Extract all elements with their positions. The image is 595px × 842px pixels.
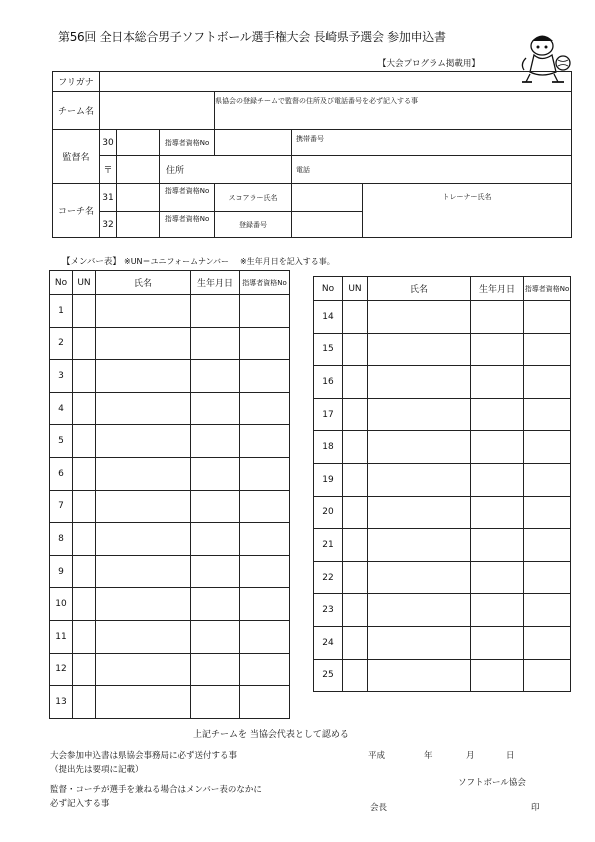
member-birth-field[interactable] <box>471 594 524 627</box>
member-name-field[interactable] <box>368 301 471 334</box>
member-license-field[interactable] <box>524 431 571 464</box>
member-no: 14 <box>314 301 343 334</box>
member-no: 11 <box>50 620 73 653</box>
member-name-field[interactable] <box>368 431 471 464</box>
coach2-name-field[interactable] <box>117 212 160 238</box>
chair-label: 会長 <box>370 803 388 813</box>
member-row <box>314 659 571 692</box>
member-un-field[interactable] <box>73 295 96 328</box>
member-no: 7 <box>50 490 73 523</box>
member-row <box>50 457 290 490</box>
member-name-field[interactable] <box>368 398 471 431</box>
member-birth-field[interactable] <box>191 620 240 653</box>
member-un-field[interactable] <box>73 457 96 490</box>
member-un-field[interactable] <box>343 431 368 464</box>
date-day: 日 <box>506 751 515 761</box>
team-name-field[interactable] <box>100 92 215 130</box>
member-no: 17 <box>314 398 343 431</box>
member-row <box>50 327 290 360</box>
member-no: 10 <box>50 588 73 621</box>
member-birth-field[interactable] <box>191 555 240 588</box>
scorer-name-field[interactable] <box>292 184 363 212</box>
member-no: 9 <box>50 555 73 588</box>
member-no: 21 <box>314 529 343 562</box>
col-license: 指導者資格No <box>240 271 290 295</box>
team-info-table <box>52 71 572 238</box>
note-coach-player-2: 必ず記入する事 <box>50 799 110 809</box>
member-un-field[interactable] <box>73 327 96 360</box>
member-name-field[interactable] <box>368 594 471 627</box>
member-name-field[interactable] <box>368 333 471 366</box>
member-no: 8 <box>50 523 73 556</box>
member-no: 16 <box>314 366 343 399</box>
member-license-field[interactable] <box>240 360 290 393</box>
scorer-badge-field[interactable] <box>292 212 363 238</box>
member-un-field[interactable] <box>73 620 96 653</box>
un-note: ※UN＝ユニフォームナンバー <box>124 257 230 266</box>
member-birth-field[interactable] <box>471 333 524 366</box>
member-birth-field[interactable] <box>471 398 524 431</box>
manager-license-field[interactable] <box>215 130 292 156</box>
col-no: No <box>314 277 343 301</box>
manager-name-field[interactable] <box>117 130 160 156</box>
coach1-license-label: 指導者資格No <box>160 184 215 212</box>
member-row <box>314 561 571 594</box>
col-license: 指導者資格No <box>524 277 571 301</box>
member-license-field[interactable] <box>240 490 290 523</box>
member-no: 15 <box>314 333 343 366</box>
member-name-field[interactable] <box>96 653 191 686</box>
coach1-name-field[interactable] <box>117 184 160 212</box>
member-license-field[interactable] <box>524 333 571 366</box>
member-row <box>50 392 290 425</box>
member-un-field[interactable] <box>343 398 368 431</box>
member-table-left <box>49 270 290 719</box>
member-no: 4 <box>50 392 73 425</box>
note-coach-player: 監督・コーチが選手を兼ねる場合はメンバー表のなかに <box>50 785 262 795</box>
birth-note: ※生年月日を記入する事。 <box>240 257 335 266</box>
member-name-field[interactable] <box>96 392 191 425</box>
member-un-field[interactable] <box>73 490 96 523</box>
col-no: No <box>50 271 73 295</box>
member-name-field[interactable] <box>96 588 191 621</box>
member-license-field[interactable] <box>240 327 290 360</box>
member-birth-field[interactable] <box>191 425 240 458</box>
member-no: 18 <box>314 431 343 464</box>
member-birth-field[interactable] <box>191 392 240 425</box>
member-license-field[interactable] <box>240 457 290 490</box>
member-license-field[interactable] <box>240 392 290 425</box>
manager-license-label: 指導者資格No <box>160 130 215 156</box>
member-row <box>314 398 571 431</box>
member-un-field[interactable] <box>343 463 368 496</box>
member-row <box>50 295 290 328</box>
member-license-field[interactable] <box>524 463 571 496</box>
member-license-field[interactable] <box>240 295 290 328</box>
member-un-field[interactable] <box>343 626 368 659</box>
member-no: 13 <box>50 686 73 719</box>
member-no: 3 <box>50 360 73 393</box>
member-birth-field[interactable] <box>191 588 240 621</box>
furigana-field[interactable] <box>100 72 572 92</box>
member-name-field[interactable] <box>96 295 191 328</box>
member-name-field[interactable] <box>96 360 191 393</box>
member-un-field[interactable] <box>343 496 368 529</box>
postal-code-field[interactable] <box>117 156 160 184</box>
member-row <box>314 366 571 399</box>
member-row <box>314 594 571 627</box>
mobile-label: 携帯番号 <box>292 130 572 156</box>
note-submit: 大会参加申込書は県協会事務局に必ず送付する事 <box>50 751 238 761</box>
member-name-field[interactable] <box>96 620 191 653</box>
member-un-field[interactable] <box>343 366 368 399</box>
member-no: 20 <box>314 496 343 529</box>
member-name-field[interactable] <box>96 523 191 556</box>
member-license-field[interactable] <box>524 398 571 431</box>
date-year: 年 <box>424 751 433 761</box>
member-row <box>50 686 290 719</box>
member-license-field[interactable] <box>524 561 571 594</box>
member-name-field[interactable] <box>368 529 471 562</box>
member-un-field[interactable] <box>73 686 96 719</box>
member-no: 1 <box>50 295 73 328</box>
association-name: ソフトボール協会 <box>458 778 526 788</box>
note-submit-dest: （提出先は要項に記載） <box>50 765 144 775</box>
member-un-field[interactable] <box>73 360 96 393</box>
confirm-text: 上記チームを 当協会代表として認める <box>193 730 349 740</box>
member-name-field[interactable] <box>368 659 471 692</box>
member-no: 6 <box>50 457 73 490</box>
member-un-field[interactable] <box>73 425 96 458</box>
member-un-field[interactable] <box>73 523 96 556</box>
form-title: 第56回 全日本総合男子ソフトボール選手権大会 長崎県予選会 参加申込書 <box>58 30 446 44</box>
member-name-field[interactable] <box>96 686 191 719</box>
member-birth-field[interactable] <box>471 431 524 464</box>
member-no: 2 <box>50 327 73 360</box>
col-un: UN <box>73 271 96 295</box>
member-row <box>50 490 290 523</box>
furigana-label: フリガナ <box>53 72 100 92</box>
member-no: 23 <box>314 594 343 627</box>
member-no: 25 <box>314 659 343 692</box>
member-section-label: 【メンバー表】 <box>62 257 121 267</box>
member-license-field[interactable] <box>240 523 290 556</box>
member-birth-field[interactable] <box>191 490 240 523</box>
member-un-field[interactable] <box>343 333 368 366</box>
member-birth-field[interactable] <box>471 463 524 496</box>
col-birth: 生年月日 <box>471 277 524 301</box>
member-un-field[interactable] <box>343 659 368 692</box>
member-row <box>50 653 290 686</box>
member-row <box>314 626 571 659</box>
seal-mark: 印 <box>531 803 540 813</box>
member-row <box>50 425 290 458</box>
member-license-field[interactable] <box>524 594 571 627</box>
member-un-field[interactable] <box>73 588 96 621</box>
manager-no: 30 <box>100 130 117 156</box>
member-un-field[interactable] <box>343 529 368 562</box>
coach2-no: 32 <box>100 212 117 238</box>
coach1-no: 31 <box>100 184 117 212</box>
address-label: 住所 <box>166 166 185 176</box>
member-birth-field[interactable] <box>191 686 240 719</box>
member-row <box>314 431 571 464</box>
member-no: 19 <box>314 463 343 496</box>
member-no: 24 <box>314 626 343 659</box>
member-row <box>50 360 290 393</box>
member-row <box>314 463 571 496</box>
member-license-field[interactable] <box>524 496 571 529</box>
member-license-field[interactable] <box>240 686 290 719</box>
member-name-field[interactable] <box>96 425 191 458</box>
phone-label: 電話 <box>292 156 572 184</box>
scorer-badge-label: 登録番号 <box>215 212 292 238</box>
member-name-field[interactable] <box>96 490 191 523</box>
member-row <box>50 588 290 621</box>
member-no: 22 <box>314 561 343 594</box>
member-un-field[interactable] <box>343 561 368 594</box>
member-no: 12 <box>50 653 73 686</box>
member-name-field[interactable] <box>368 366 471 399</box>
col-un: UN <box>343 277 368 301</box>
member-name-field[interactable] <box>368 626 471 659</box>
member-row <box>314 301 571 334</box>
member-row <box>50 555 290 588</box>
member-license-field[interactable] <box>240 653 290 686</box>
member-license-field[interactable] <box>524 301 571 334</box>
member-license-field[interactable] <box>240 620 290 653</box>
member-birth-field[interactable] <box>191 457 240 490</box>
member-license-field[interactable] <box>524 626 571 659</box>
member-birth-field[interactable] <box>471 529 524 562</box>
date-month: 月 <box>466 751 475 761</box>
member-un-field[interactable] <box>73 392 96 425</box>
team-note: 県協会の登録チームで監督の住所及び電話番号を必ず記入する事 <box>215 92 572 130</box>
member-row <box>314 496 571 529</box>
member-license-field[interactable] <box>240 425 290 458</box>
member-un-field[interactable] <box>343 301 368 334</box>
member-birth-field[interactable] <box>471 496 524 529</box>
member-name-field[interactable] <box>368 496 471 529</box>
member-name-field[interactable] <box>368 561 471 594</box>
member-birth-field[interactable] <box>191 523 240 556</box>
member-license-field[interactable] <box>524 529 571 562</box>
team-name-label: チーム名 <box>53 92 100 130</box>
date-era: 平成 <box>368 751 386 761</box>
member-un-field[interactable] <box>73 653 96 686</box>
manager-label: 監督名 <box>53 130 100 184</box>
member-name-field[interactable] <box>96 457 191 490</box>
member-table-right <box>313 276 571 692</box>
member-row <box>50 523 290 556</box>
member-license-field[interactable] <box>524 659 571 692</box>
coach2-license-label: 指導者資格No <box>160 212 215 238</box>
member-un-field[interactable] <box>73 555 96 588</box>
member-row <box>50 620 290 653</box>
member-row <box>314 333 571 366</box>
col-birth: 生年月日 <box>191 271 240 295</box>
member-license-field[interactable] <box>524 366 571 399</box>
coach-label: コーチ名 <box>53 184 100 238</box>
address-field[interactable] <box>160 156 292 184</box>
member-birth-field[interactable] <box>471 366 524 399</box>
col-name: 氏名 <box>368 277 471 301</box>
member-un-field[interactable] <box>343 594 368 627</box>
member-birth-field[interactable] <box>191 653 240 686</box>
member-birth-field[interactable] <box>191 295 240 328</box>
member-name-field[interactable] <box>96 555 191 588</box>
member-no: 5 <box>50 425 73 458</box>
member-row <box>314 529 571 562</box>
member-name-field[interactable] <box>96 327 191 360</box>
postal-mark: 〒 <box>100 156 117 184</box>
member-birth-field[interactable] <box>191 360 240 393</box>
col-name: 氏名 <box>96 271 191 295</box>
member-name-field[interactable] <box>368 463 471 496</box>
member-license-field[interactable] <box>240 588 290 621</box>
member-birth-field[interactable] <box>471 659 524 692</box>
member-license-field[interactable] <box>240 555 290 588</box>
scorer-label: スコアラー氏名 <box>215 184 292 212</box>
member-birth-field[interactable] <box>191 327 240 360</box>
member-birth-field[interactable] <box>471 561 524 594</box>
program-note: 【大会プログラム掲載用】 <box>378 59 480 69</box>
member-birth-field[interactable] <box>471 301 524 334</box>
member-birth-field[interactable] <box>471 626 524 659</box>
trainer-label: トレーナー氏名 <box>363 184 572 238</box>
